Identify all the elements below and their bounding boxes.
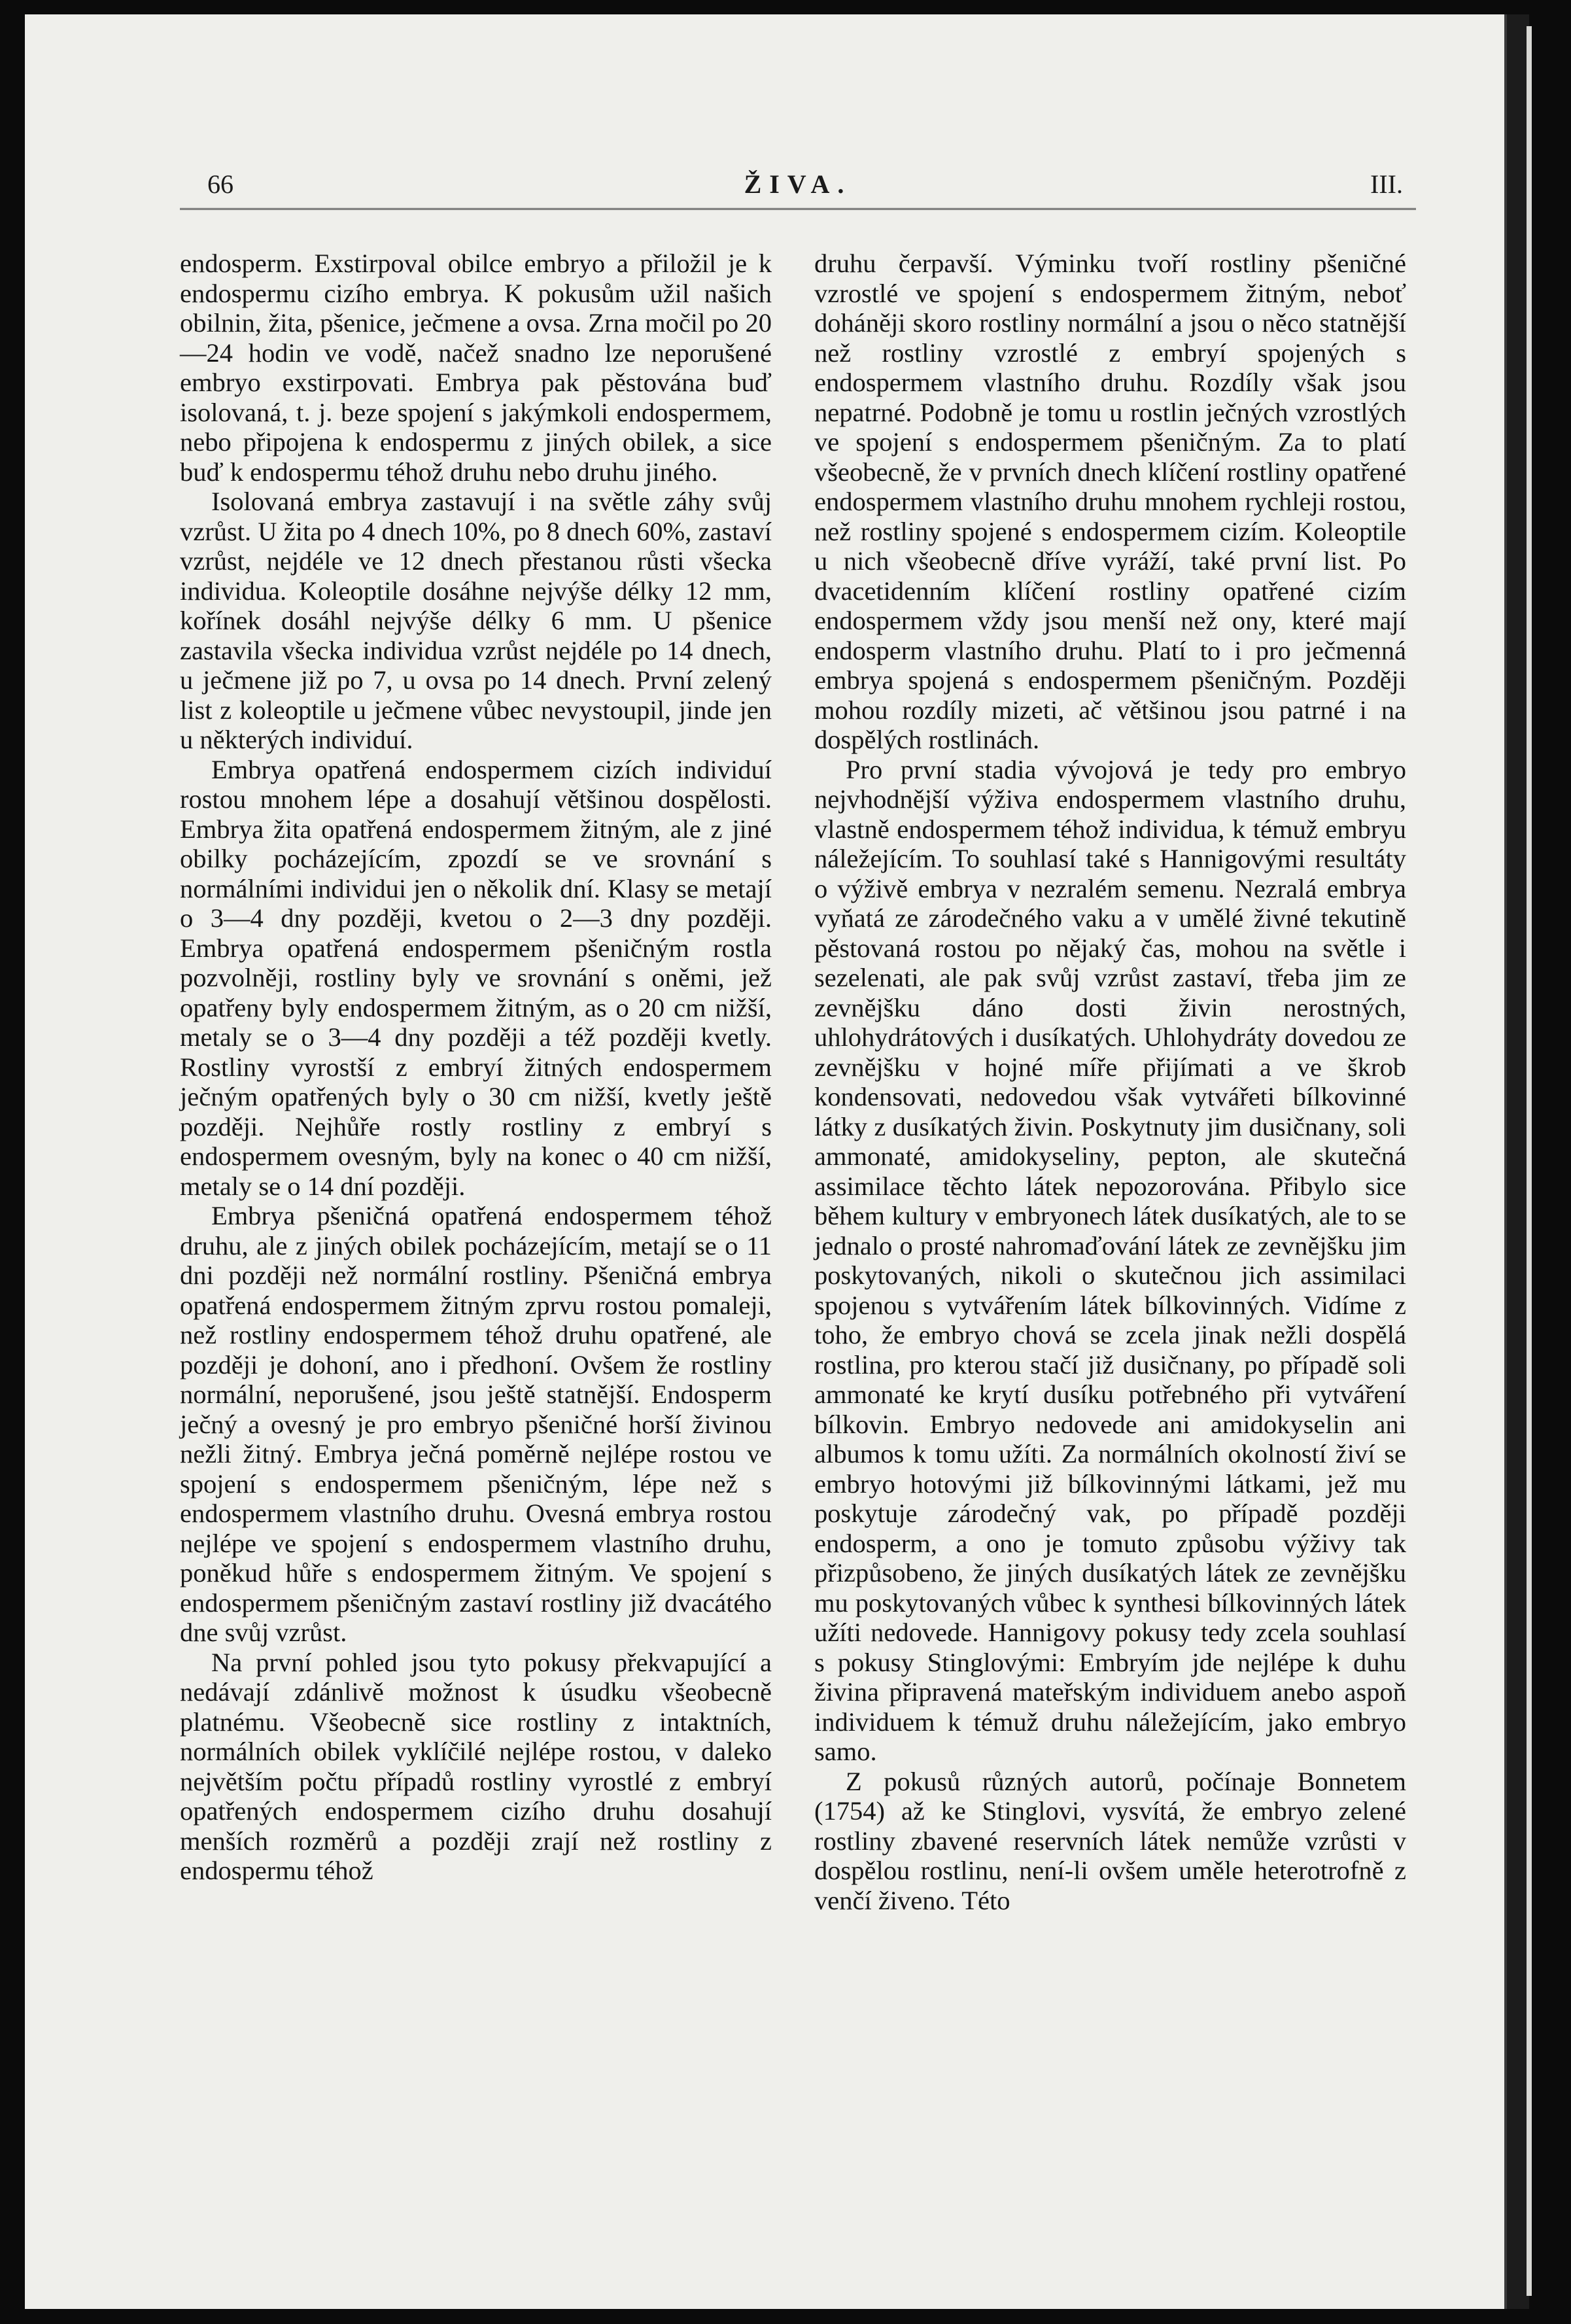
left-column — [180, 249, 772, 2230]
page-rim — [1527, 26, 1532, 2296]
header-rule — [180, 208, 1416, 210]
paragraph: Embrya opatřená endospermem cizích individuí rostou mnohem lépe a dosahují většinou dospělosti. Embrya žita opatřená endospermem žitným, ale z jiné obilky pocházejícím, zpozdí se ve srovnání s normálními individui jen o několik dní. Klasy se metají o 3—4 dny později, kvetou o 2—3 dny později. Embrya opatřená endospermem pšeničným rostla pozvolněji, rostliny byly ve srovnání s oněmi, jež opatřeny byly endospermem žitným, as o 20 cm nižší, metaly se o 3—4 dny později a též později kvetly. Rostliny vyrostší z embryí žitných endospermem ječným opatřených byly o 30 cm nižší, kvetly ještě později. Nejhůře rostly rostliny z embryí s endospermem ovesným, byly na konec o 40 cm nižší, metaly se o 14 dní později. — [180, 754, 772, 1201]
right-column — [814, 249, 1406, 2230]
paragraph: Z pokusů různých autorů, počínaje Bonnetem (1754) až ke Stinglovi, vysvítá, že embryo zelené rostliny zbavené reservních látek nemůže vzrůsti v dospělou rostlinu, není-li ovšem uměle heterotrofně z venčí živeno. Této — [814, 1766, 1406, 1915]
running-header — [180, 169, 1416, 201]
page-edge-shadow — [1504, 14, 1529, 2309]
paragraph: Embrya pšeničná opatřená endospermem téhož druhu, ale z jiných obilek pocházejícím, metají se o 11 dni později než normální rostliny. Pšeničná embrya opatřená endospermem žitným zprvu rostou pomaleji, než rostliny endospermem téhož druhu opatřené, ale později je dohoní, ano i předhoní. Ovšem že rostliny normální, neporušené, jsou ještě statnější. Endosperm ječný a ovesný je pro embryo pšeničné horší živinou nežli žitný. Embrya ječná poměrně nejlépe rostou ve spojení s endospermem pšeničným, lépe než s endospermem vlastního druhu. Ovesná embrya rostou nejlépe ve spojení s endospermem vlastního druhu, poněkud hůře s endospermem žitným. Ve spojení s endospermem pšeničným zastaví rostliny již dvacátého dne svůj vzrůst. — [180, 1201, 772, 1647]
page-number: 66 — [207, 169, 233, 199]
volume-number: III. — [1370, 169, 1403, 199]
paragraph: Isolovaná embrya zastavují i na světle záhy svůj vzrůst. U žita po 4 dnech 10%, po 8 dnech 60%, zastaví vzrůst, nejdéle ve 12 dnech přestanou růsti všecka individua. Koleoptile dosáhne nejvýše délky 12 mm, kořínek dosáhl nejvýše délky 6 mm. U pšenice zastavila všecka individua vzrůst nejdéle po 14 dnech, u ječmene již po 7, u ovsa po 14 dnech. První zelený list z koleoptile u ječmene vůbec nevystoupil, jinde jen u některých individuí. — [180, 487, 772, 754]
paragraph: druhu čerpavší. Výminku tvoří rostliny pšeničné vzrostlé ve spojení s endospermem žitným, neboť doháněji skoro rostliny normální a jsou o něco statnější než rostliny vzrostlé z embryí spojených s endospermem vlastního druhu. Rozdíly však jsou nepatrné. Podobně je tomu u rostlin ječných vzrostlých ve spojení s endospermem pšeničným. Za to platí všeobecně, že v prvních dnech klíčení rostliny opatřené endospermem vlastního druhu mnohem rychleji rostou, než rostliny spojené s endospermem cizím. Koleoptile u nich všeobecně dříve vyráží, také první list. Po dvacetidenním klíčení rostliny opatřené cizím endospermem vždy jsou menší než ony, které mají endosperm vlastního druhu. Platí to i pro ječmenná embrya spojená s endospermem pšeničným. Později mohou rozdíly mizeti, ač většinou jsou patrné i na dospělých rostlinách. — [814, 249, 1406, 754]
paragraph: Pro první stadia vývojová je tedy pro embryo nejvhodnější výživa endospermem vlastního druhu, vlastně endospermem téhož individua, k témuž embryu náležejícím. To souhlasí také s Hannigovými resultáty o výživě embrya v nezralém semenu. Nezralá embrya vyňatá ze zárodečného vaku a v umělé živné tekutině pěstovaná rostou po nějaký čas, mohou na světle i sezelenati, ale pak svůj vzrůst zastaví, třeba jim ze zevnějšku dáno dosti živin nerostných, uhlohydrátových i dusíkatých. Uhlohydráty dovedou ze zevnějšku v hojné míře přijímati a ve škrob kondensovati, nedovedou však vytvářeti bílkovinné látky z dusíkatých živin. Poskytnuty jim dusičnany, soli ammonaté, amidokyseliny, pepton, ale skutečná assimilace těchto látek nepozorována. Přibylo sice během kultury v embryonech látek dusíkatých, ale to se jednalo o prosté nahromaďování látek ze zevnějšku jim poskytovaných, nikoli o skutečnou jich assimilaci spojenou s vytvářením látek bílkovinných. Vidíme z toho, že embryo chová se zcela jinak nežli dospělá rostlina, pro kterou stačí již dusičnany, po případě soli ammonaté ke krytí dusíku potřebného při vytváření bílkovin. Embryo nedovede ani amidokyselin ani albumos k tomu užíti. Za normálních okolností živí se embryo hotovými již bílkovinnými látkami, jež mu poskytuje zárodečný vak, po případě později endosperm, a ono je tomuto způsobu výživy tak přizpůsobeno, že jiných dusíkatých látek ze zevnějšku mu poskytovaných vůbec k synthesi bílkovinných látek užíti nedovede. Hannigovy pokusy tedy zcela souhlasí s pokusy Stinglovými: Embryím jde nejlépe k duhu živina připravená mateřským individuem anebo aspoň individuem k témuž druhu náležejícím, jako embryo samo. — [814, 754, 1406, 1766]
paragraph: Na první pohled jsou tyto pokusy překvapující a nedávají zdánlivě možnost k úsudku všeobecně platnému. Všeobecně sice rostliny z intaktních, normálních obilek vyklíčilé nejlépe rostou, v daleko největším počtu případů rostliny vyrostlé z embryí opatřených endospermem cizího druhu dosahují menších rozměrů a později zrají než rostliny z endospermu téhož — [180, 1647, 772, 1885]
journal-title: ŽIVA. — [744, 169, 852, 199]
paragraph: endosperm. Exstirpoval obilce embryo a přiložil je k endospermu cizího embrya. K pokusům užil našich obilnin, žita, pšenice, ječmene a ovsa. Zrna močil po 20—24 hodin ve vodě, načež snadno lze neporušené embryo exstirpovati. Embrya pak pěstována buď isolovaná, t. j. beze spojení s jakýmkoli endospermem, nebo připojena k endospermu z jiných obilek, a sice buď k endospermu téhož druhu nebo druhu jiného. — [180, 249, 772, 487]
